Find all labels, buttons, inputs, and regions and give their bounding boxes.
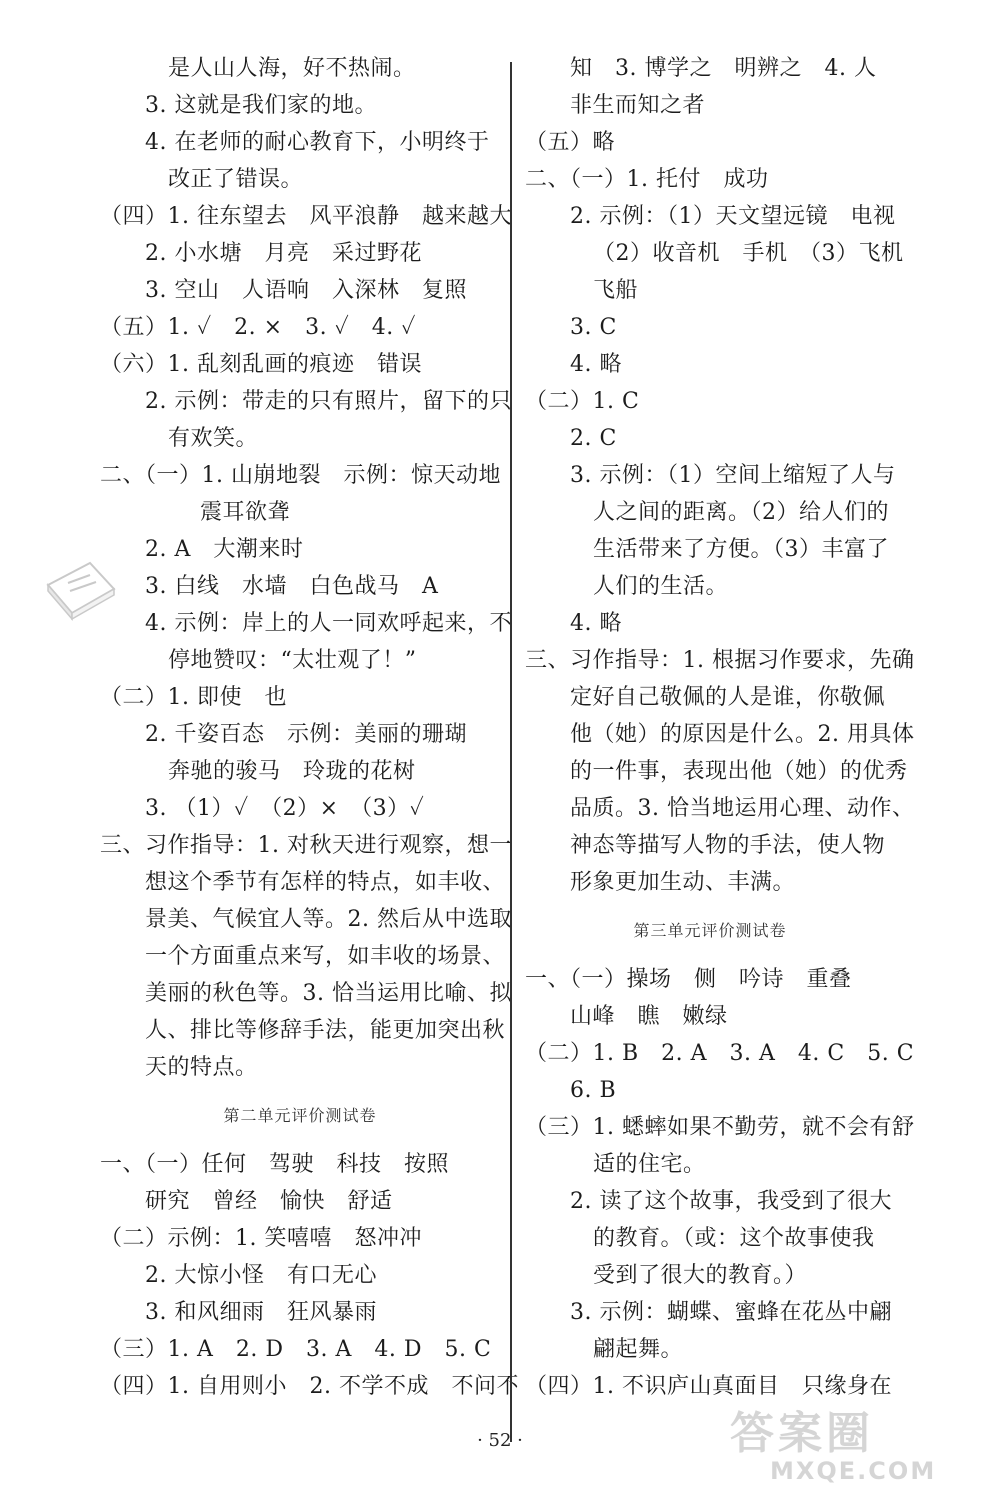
answer-line: 一个方面重点来写，如丰收的场景、 <box>145 944 506 969</box>
answer-line: 神态等描写人物的手法，使人物 <box>570 833 886 858</box>
left-column <box>100 50 519 1405</box>
book-stamp-icon <box>40 555 120 625</box>
answer-line: 受到了很大的教育。） <box>593 1263 808 1288</box>
answer-line: 2. C <box>570 426 617 451</box>
answer-line: 3. 示例：（1）空间上缩短了人与 <box>570 463 896 488</box>
answer-line: 震耳欲聋 <box>200 500 291 525</box>
answer-line: （二）1. C <box>525 389 640 414</box>
answer-line: （四）1. 自用则小 2. 不学不成 不问不 <box>100 1374 519 1399</box>
answer-line: 三、习作指导：1. 根据习作要求，先确 <box>525 648 915 673</box>
answer-line: 2. 示例：带走的只有照片，留下的只 <box>145 389 512 414</box>
answer-line: 飞船 <box>593 278 639 303</box>
column-divider <box>510 62 512 1442</box>
answer-line: （六）1. 乱刻乱画的痕迹 错误 <box>100 352 422 377</box>
answer-line: （四）1. 不识庐山真面目 只缘身在 <box>525 1374 892 1399</box>
watermark-url: MXQE.COM <box>770 1457 937 1485</box>
answer-line: 他（她）的原因是什么。2. 用具体 <box>570 722 915 747</box>
answer-line: （二）示例：1. 笑嘻嘻 怒冲冲 <box>100 1226 422 1251</box>
answer-line: 翩起舞。 <box>593 1337 684 1362</box>
answer-line: 生活带来了方便。（3）丰富了 <box>593 537 889 562</box>
answer-line: 停地赞叹：“太壮观了！” <box>168 648 417 673</box>
answer-line: 人、排比等修辞手法，能更加突出秋 <box>145 1018 506 1043</box>
answer-line: （四）1. 往东望去 风平浪静 越来越大 <box>100 204 512 229</box>
answer-line: 天的特点。 <box>145 1055 258 1080</box>
answer-line: 山峰 瞧 嫩绿 <box>570 1004 728 1029</box>
section-title: 第二单元评价测试卷 <box>223 1106 377 1125</box>
answer-line: 的一件事，表现出他（她）的优秀 <box>570 759 908 784</box>
answer-line: 有欢笑。 <box>168 426 259 451</box>
answer-line: 一、（一）任何 驾驶 科技 按照 <box>100 1152 450 1177</box>
page-number: · 52 · <box>477 1430 523 1451</box>
answer-line: 3. 空山 人语响 入深林 复照 <box>145 278 467 303</box>
answer-line: 3. 白线 水墙 白色战马 A <box>145 574 439 599</box>
answer-line: 的教育。（或：这个故事使我 <box>593 1226 875 1251</box>
answer-line: 4. 在老师的耐心教育下，小明终于 <box>145 130 490 155</box>
right-column <box>525 50 915 1405</box>
watermark-title: 答案圈 <box>730 1408 874 1459</box>
answer-line: 改正了错误。 <box>168 167 304 192</box>
answer-line: （二）1. B 2. A 3. A 4. C 5. C <box>525 1041 915 1066</box>
answer-line: 3. 这就是我们家的地。 <box>145 93 377 118</box>
answer-line: 知 3. 博学之 明辨之 4. 人 <box>570 56 877 81</box>
answer-line: 3. C <box>570 315 617 340</box>
answer-line: 人之间的距离。（2）给人们的 <box>593 500 889 525</box>
answer-line: 4. 略 <box>570 611 622 636</box>
answer-line: 2. 读了这个故事，我受到了很大 <box>570 1189 892 1214</box>
answer-line: 奔驰的骏马 玲珑的花树 <box>168 759 416 784</box>
answer-line: 3. （1）✓ （2）× （3）✓ <box>145 796 425 821</box>
answer-line: 品质。3. 恰当地运用心理、动作、 <box>570 796 915 821</box>
answer-line: 2. 大惊小怪 有口无心 <box>145 1263 377 1288</box>
answer-line: 4. 示例：岸上的人一同欢呼起来，不 <box>145 611 512 636</box>
answer-line: 一、（一）操场 侧 吟诗 重叠 <box>525 967 852 992</box>
answer-line: 3. 和风细雨 狂风暴雨 <box>145 1300 377 1325</box>
answer-line: 适的住宅。 <box>593 1152 706 1177</box>
answer-line: 形象更加生动、丰满。 <box>570 870 796 895</box>
watermark-logo <box>730 1408 980 1491</box>
answer-line: （2）收音机 手机 （3）飞机 <box>593 241 904 266</box>
answer-line: 2. 小水塘 月亮 采过野花 <box>145 241 422 266</box>
section-title: 第三单元评价测试卷 <box>633 921 787 940</box>
answer-line: 6. B <box>570 1078 617 1103</box>
answer-line: 2. 示例：（1）天文望远镜 电视 <box>570 204 896 229</box>
answer-line: 非生而知之者 <box>570 93 706 118</box>
answer-line: 2. 千姿百态 示例：美丽的珊瑚 <box>145 722 467 747</box>
answer-line: （五）1. ✓ 2. × 3. ✓ 4. ✓ <box>100 315 416 340</box>
answer-line: 3. 示例：蝴蝶、蜜蜂在花丛中翩 <box>570 1300 892 1325</box>
answer-line: 美丽的秋色等。3. 恰当运用比喻、拟 <box>145 981 512 1006</box>
answer-line: 4. 略 <box>570 352 622 377</box>
answer-line: 定好自己敬佩的人是谁，你敬佩 <box>570 685 886 710</box>
answer-line: 人们的生活。 <box>593 574 729 599</box>
answer-line: 三、习作指导：1. 对秋天进行观察，想一 <box>100 833 512 858</box>
answer-line: 研究 曾经 愉快 舒适 <box>145 1189 393 1214</box>
answer-line: 是人山人海，好不热闹。 <box>168 56 416 81</box>
answer-line: 想这个季节有怎样的特点，如丰收、 <box>145 870 506 895</box>
answer-line: （二）1. 即使 也 <box>100 685 287 710</box>
answer-line: （五）略 <box>525 130 616 155</box>
answer-line: 2. A 大潮来时 <box>145 537 304 562</box>
answer-line: 二、（一）1. 山崩地裂 示例：惊天动地 <box>100 463 501 488</box>
answer-line: （三）1. 蟋蟀如果不勤劳，就不会有舒 <box>525 1115 915 1140</box>
answer-line: 二、（一）1. 托付 成功 <box>525 167 769 192</box>
answer-line: 景美、气候宜人等。2. 然后从中选取 <box>145 907 512 932</box>
answer-line: （三）1. A 2. D 3. A 4. D 5. C <box>100 1337 492 1362</box>
